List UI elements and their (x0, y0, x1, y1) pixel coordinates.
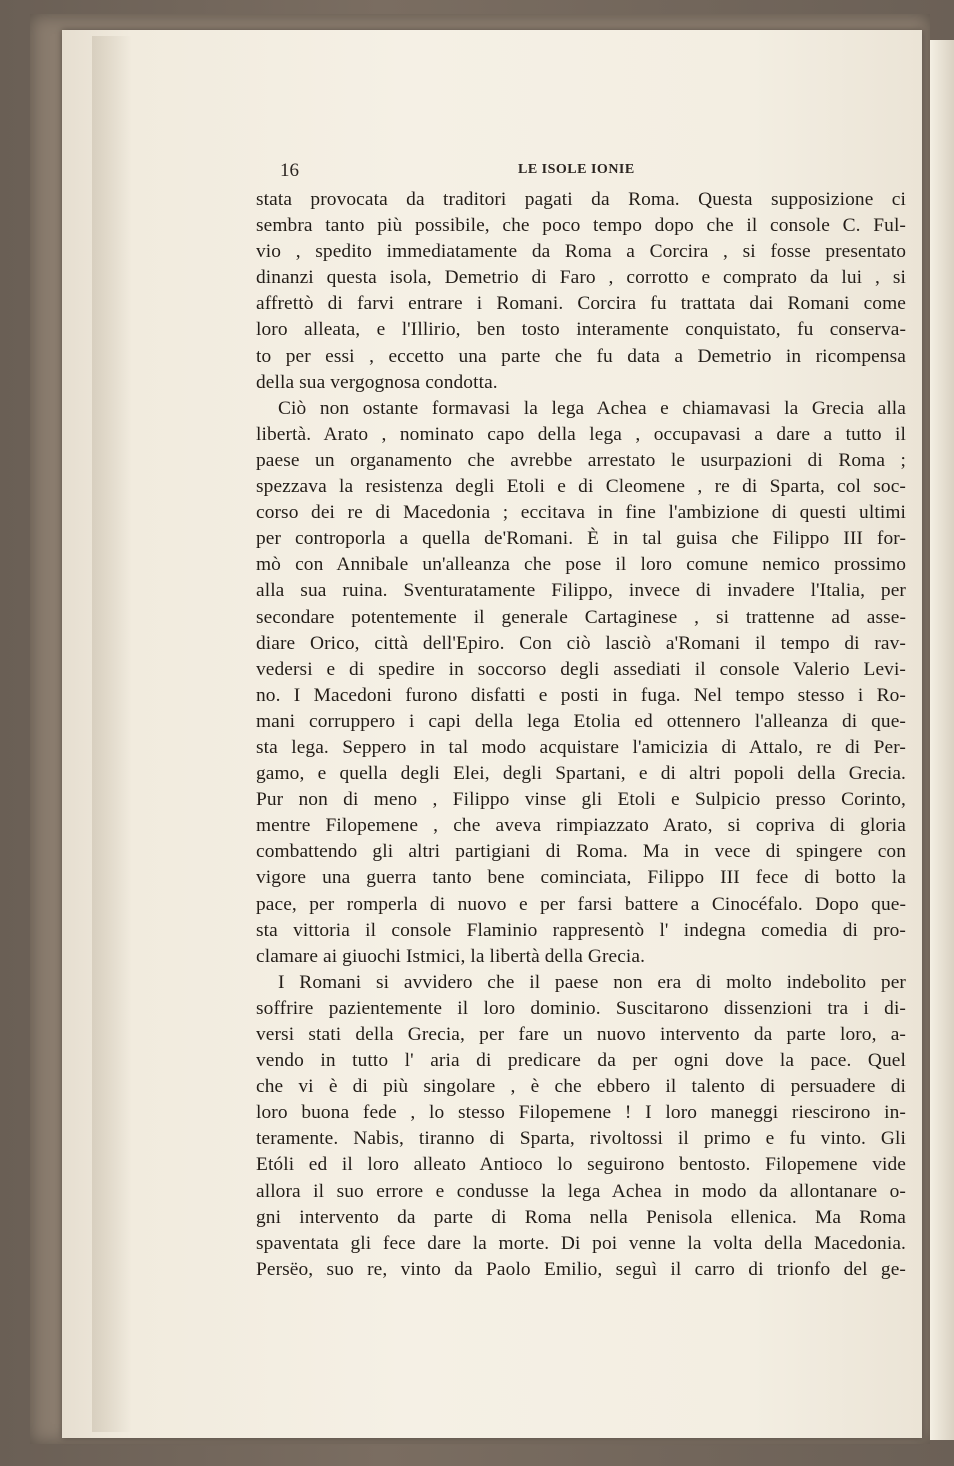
text-line: I Romani si avvidero che il paese non era di molto indebolito per (278, 971, 906, 993)
text-line: teramente. Nabis, tiranno di Sparta, rivoltossi il primo e fu vinto. Gli (256, 1128, 906, 1150)
text-line: per controporla a quella de'Romani. È in tal guisa che Filippo III for- (256, 528, 906, 550)
text-line: vio , spedito immediatamente da Roma a Corcira , si fosse presentato (256, 241, 906, 263)
page-header (254, 160, 904, 184)
text-line: pace, per romperla di nuovo e per farsi battere a Cinocéfalo. Dopo que- (256, 893, 906, 915)
text-line: sta vittoria il console Flaminio rappresentò l' indegna comedia di pro- (256, 919, 906, 941)
text-line: diare Orico, città dell'Epiro. Con ciò lasciò a'Romani il tempo di rav- (256, 632, 906, 654)
text-line: secondare potentemente il generale Cartaginese , si trattenne ad asse- (256, 606, 906, 628)
text-line: mentre Filopemene , che aveva rimpiazzato Arato, si copriva di gloria (256, 815, 906, 837)
text-line: clamare ai giuochi Istmici, la libertà della Grecia. (256, 945, 646, 967)
text-line: mani corruppero i capi della lega Etolia ed ottennero l'alleanza di que- (256, 710, 906, 732)
text-line: spaventata gli fece dare la morte. Di poi venne la volta della Macedonia. (256, 1232, 906, 1254)
text-line: alla sua ruina. Sventuratamente Filippo, invece di invadere l'Italia, per (256, 580, 906, 602)
text-line: dinanzi questa isola, Demetrio di Faro , corrotto e comprato da lui , si (256, 267, 906, 289)
text-line: affrettò di farvi entrare i Romani. Corcira fu trattata dai Romani come (256, 293, 906, 315)
text-line: loro buona fede , lo stesso Filopemene ! I loro maneggi riescirono in- (256, 1102, 906, 1124)
text-line: stata provocata da traditori pagati da Roma. Questa supposizione ci (256, 189, 906, 210)
text-line: sta lega. Seppero in tal modo acquistare l'amicizia di Attalo, re di Per- (256, 736, 906, 758)
text-line: sembra tanto più possibile, che poco tempo dopo che il console C. Ful- (256, 215, 906, 237)
running-title: LE ISOLE IONIE (518, 162, 635, 177)
text-line: Etóli ed il loro alleato Antioco lo seguirono bentosto. Filopemene vide (256, 1154, 906, 1176)
body-text (256, 187, 906, 1283)
text-line: gamo, e quella degli Elei, degli Spartani, e di altri popoli della Grecia. (256, 763, 906, 785)
text-line: allora il suo errore e condusse la lega Achea in modo da allontanare o- (256, 1180, 906, 1202)
text-line: soffrire pazientemente il loro dominio. Suscitarono dissenzioni tra i di- (256, 997, 906, 1019)
text-line: corso dei re di Macedonia ; eccitava in fine l'ambizione di questi ultimi (256, 502, 906, 524)
text-line: libertà. Arato , nominato capo della lega , occupavasi a dare a tutto il (256, 423, 906, 445)
text-line: gni intervento da parte di Roma nella Penisola ellenica. Ma Roma (256, 1206, 906, 1228)
next-page-edge (930, 40, 954, 1440)
text-line: versi stati della Grecia, per fare un nuovo intervento da parte loro, a- (256, 1024, 906, 1045)
page-gutter-shadow (92, 36, 132, 1432)
text-line: della sua vergognosa condotta. (256, 371, 498, 393)
text-line: mò con Annibale un'alleanza che pose il loro comune nemico prossimo (256, 554, 906, 576)
text-line: Pur non di meno , Filippo vinse gli Etoli e Sulpicio presso Corinto, (256, 789, 906, 811)
page-number: 16 (280, 160, 299, 181)
text-line: vedersi e di spedire in soccorso degli assediati il console Valerio Levi- (256, 658, 906, 680)
text-line: vendo in tutto l' aria di predicare da per ogni dove la pace. Quel (256, 1050, 906, 1072)
text-line: vigore una guerra tanto bene cominciata, Filippo III fece di botto la (256, 867, 906, 889)
text-line: spezzava la resistenza degli Etoli e di Cleomene , re di Sparta, col soc- (256, 476, 906, 498)
text-line: combattendo gli altri partigiani di Roma. Ma in vece di spingere con (256, 841, 906, 863)
text-line: Ciò non ostante formavasi la lega Achea e chiamavasi la Grecia alla (278, 397, 906, 419)
text-line: che vi è di più singolare , è che ebbero il talento di persuadere di (256, 1076, 906, 1098)
text-line: no. I Macedoni furono disfatti e posti in fuga. Nel tempo stesso i Ro- (256, 684, 906, 706)
text-line: loro alleata, e l'Illirio, ben tosto interamente conquistato, fu conserva- (256, 319, 906, 341)
text-line: to per essi , eccetto una parte che fu data a Demetrio in ricompensa (256, 345, 906, 367)
text-line: Persëo, suo re, vinto da Paolo Emilio, seguì il carro di trionfo del ge- (256, 1258, 906, 1280)
text-line: paese un organamento che avrebbe arrestato le usurpazioni di Roma ; (256, 449, 906, 471)
